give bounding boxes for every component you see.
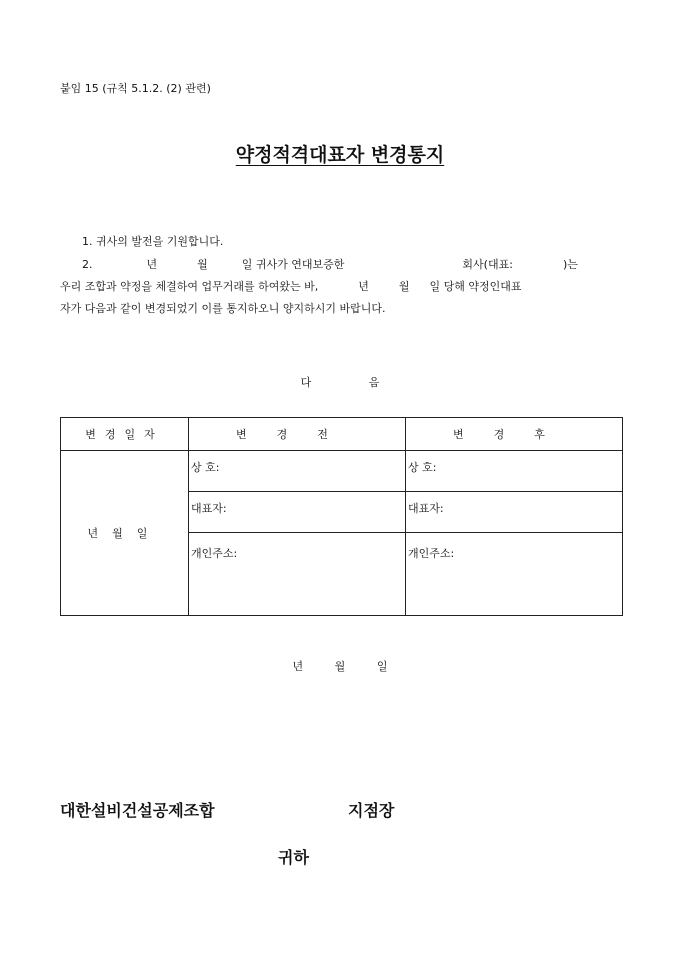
recipient: 귀하 <box>278 848 309 867</box>
after-representative[interactable]: 대표자: <box>406 492 623 533</box>
before-representative[interactable]: 대표자: <box>189 492 406 533</box>
union-name: 대한설비건설공제조합 <box>60 801 215 820</box>
before-address[interactable]: 개인주소: <box>189 533 406 616</box>
after-trade-name[interactable]: 상 호: <box>406 451 623 492</box>
section-heading <box>0 374 680 390</box>
header-before: 변경전 <box>189 418 406 451</box>
paragraph-2-line-3: 자가 다음과 같이 변경되었기 이를 통지하오니 양지하시기 바랍니다. <box>60 302 386 315</box>
paragraph-2-line2-month: 월 <box>398 280 410 293</box>
date-day: 일 <box>376 660 388 673</box>
paragraph-2-line-2 <box>60 276 622 298</box>
header-after: 변경후 <box>406 418 623 451</box>
change-table <box>60 417 623 616</box>
heading-char-1: 다 <box>300 376 312 389</box>
date-line <box>0 658 680 674</box>
date-year: 년 <box>292 660 304 673</box>
document-title-text: 약정적격대표자 변경통지 <box>235 144 445 166</box>
header-change-date: 변경일자 <box>61 418 189 451</box>
document-title <box>0 140 680 167</box>
paragraph-2-line2-start: 우리 조합과 약정을 체결하여 업무거래를 하여왔는 바, <box>60 280 319 293</box>
table-row <box>61 451 623 492</box>
paragraph-2-day-text: 일 귀사가 연대보증한 <box>241 258 345 271</box>
paragraph-2-line2-end: 일 당해 약정인대표 <box>429 280 522 293</box>
date-month: 월 <box>334 660 346 673</box>
table-header-row <box>61 418 623 451</box>
paragraph-2-close: )는 <box>562 258 578 271</box>
branch-manager: 지점장 <box>348 801 395 820</box>
paragraph-2-company: 회사(대표: <box>462 258 513 271</box>
paragraph-2-year: 년 <box>146 258 158 271</box>
paragraph-1: 1. 귀사의 발전을 기원합니다. <box>82 235 224 248</box>
reference-note: 붙임 15 (규칙 5.1.2. (2) 관련) <box>60 82 211 95</box>
paragraph-2-num: 2. <box>82 258 93 271</box>
change-date-cell[interactable]: 년월일 <box>61 451 189 616</box>
paragraph-2-month: 월 <box>197 258 208 271</box>
paragraph-2-line-1 <box>60 254 622 276</box>
after-address[interactable]: 개인주소: <box>406 533 623 616</box>
paragraph-2 <box>60 254 622 320</box>
paragraph-2-line2-year: 년 <box>358 280 369 293</box>
before-trade-name[interactable]: 상 호: <box>189 451 406 492</box>
heading-char-2: 음 <box>368 376 380 389</box>
